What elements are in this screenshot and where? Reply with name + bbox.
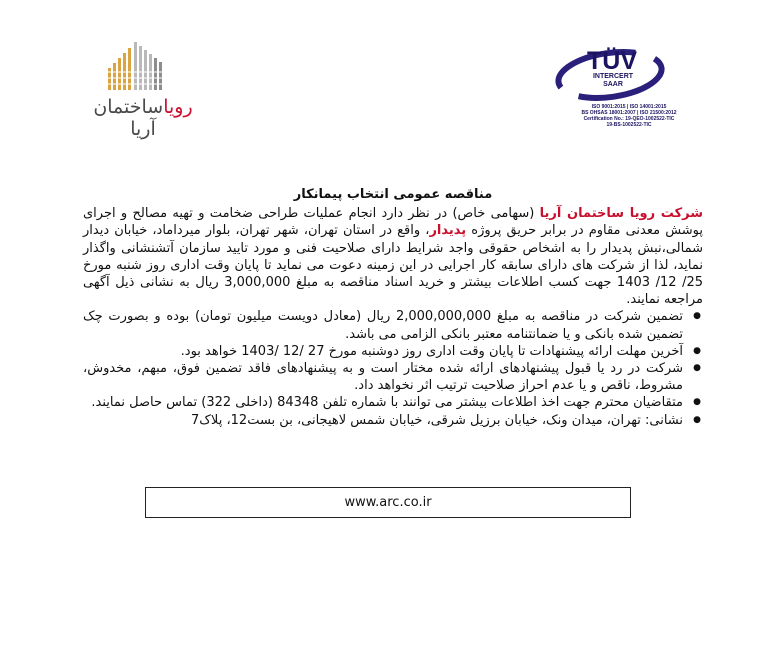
cert-line: Certification No.: 19-QEO-1002522-TIC: [583, 116, 675, 122]
cert-line: BS OHSAS 18001:2007 | ISO 21500:2012: [581, 110, 677, 116]
building-logo-icon: [108, 38, 170, 90]
website-url[interactable]: www.arc.co.ir: [344, 495, 432, 510]
tender-notice: [83, 186, 703, 429]
notice-intro: [83, 205, 703, 308]
notice-title: مناقصه عمومی انتخاب پیمانکار: [293, 187, 493, 202]
intro-text-part2: ، واقع در استان تهران، شهر تهران، بلوار میرداماد، خیابان دیدار شمالی،نبش پدیدار را به اشخاص حقوقی واجد شرایط دارای صلاحیت فنی و مورد تایید سازمان آتشنشانی واگذار نماید، لذا از شرکت های دارای سابقه کار اجرایی در این زمینه دعوت می نماید تا پایان وقت اداری روز شنبه مورخ 25/ 12/ 1403 جهت کسب اطلاعات بیشتر و خرید اسناد مناقصه به مبلغ 3,000,000 ریال به نشانی ذیل آگهی مراجعه نمایند.: [83, 223, 704, 308]
logo-text-accent: رویا: [163, 96, 193, 118]
list-item: ● نشانی: تهران، میدان ونک، خیابان برزیل شرقی، خیابان شمس لاهیجانی، بن بست12، پلاک7: [83, 412, 683, 429]
list-item: ● تضمین شرکت در مناقصه به مبلغ 2,000,000,000 ریال (معادل دویست میلیون تومان) بوده و بصورت چک تضمین شده بانکی و یا ضمانتنامه معتبر بانکی الزامی می باشد.: [83, 308, 683, 342]
cert-line: ISO 9001:2015 | ISO 14001:2015: [591, 104, 667, 110]
project-name: پدیدار: [429, 223, 467, 239]
list-item: ● متقاضیان محترم جهت اخذ اطلاعات بیشتر می توانند با شماره تلفن 84348 (داخلی 322) تماس حاصل نمایند.: [83, 394, 683, 411]
tuv-certification-logo: [552, 44, 682, 128]
intro-text-part1: (سهامی خاص) در نظر دارد انجام عملیات طراحی ضخامت و تهیه مصالح و اجرای پوشش معدنی مقاوم در برابر حریق پروژه: [83, 206, 703, 239]
tuv-brand-text: TÜV: [587, 47, 637, 75]
certification-numbers: [574, 104, 684, 128]
company-logo: [78, 38, 208, 140]
notice-conditions-list: [83, 308, 703, 428]
tuv-logo-icon: [552, 44, 682, 106]
tuv-sub1-text: INTERCERT: [592, 73, 634, 80]
website-box: [145, 487, 631, 518]
list-item: ● شرکت در رد یا قبول پیشنهادهای ارائه شده مختار است و به پیشنهادهای فاقد تضمین فوق، مبهم، مخدوش، مشروط، ناقص و یا عدم احراز صلاحیت ترتیب اثر نخواهد داد.: [83, 360, 683, 394]
tuv-sub2-text: SAAR: [603, 81, 623, 88]
cert-line: 19-BS-1002522-TIC: [606, 122, 652, 128]
logo-text-main: ساختمان آریا: [93, 96, 164, 140]
list-item: ● آخرین مهلت ارائه پیشنهادات تا پایان وقت اداری روز دوشنبه مورخ 27 /12 /1403 خواهد بود.: [83, 343, 683, 360]
company-logo-text: [78, 96, 208, 140]
company-name: شرکت رویا ساختمان آریا: [539, 206, 703, 222]
